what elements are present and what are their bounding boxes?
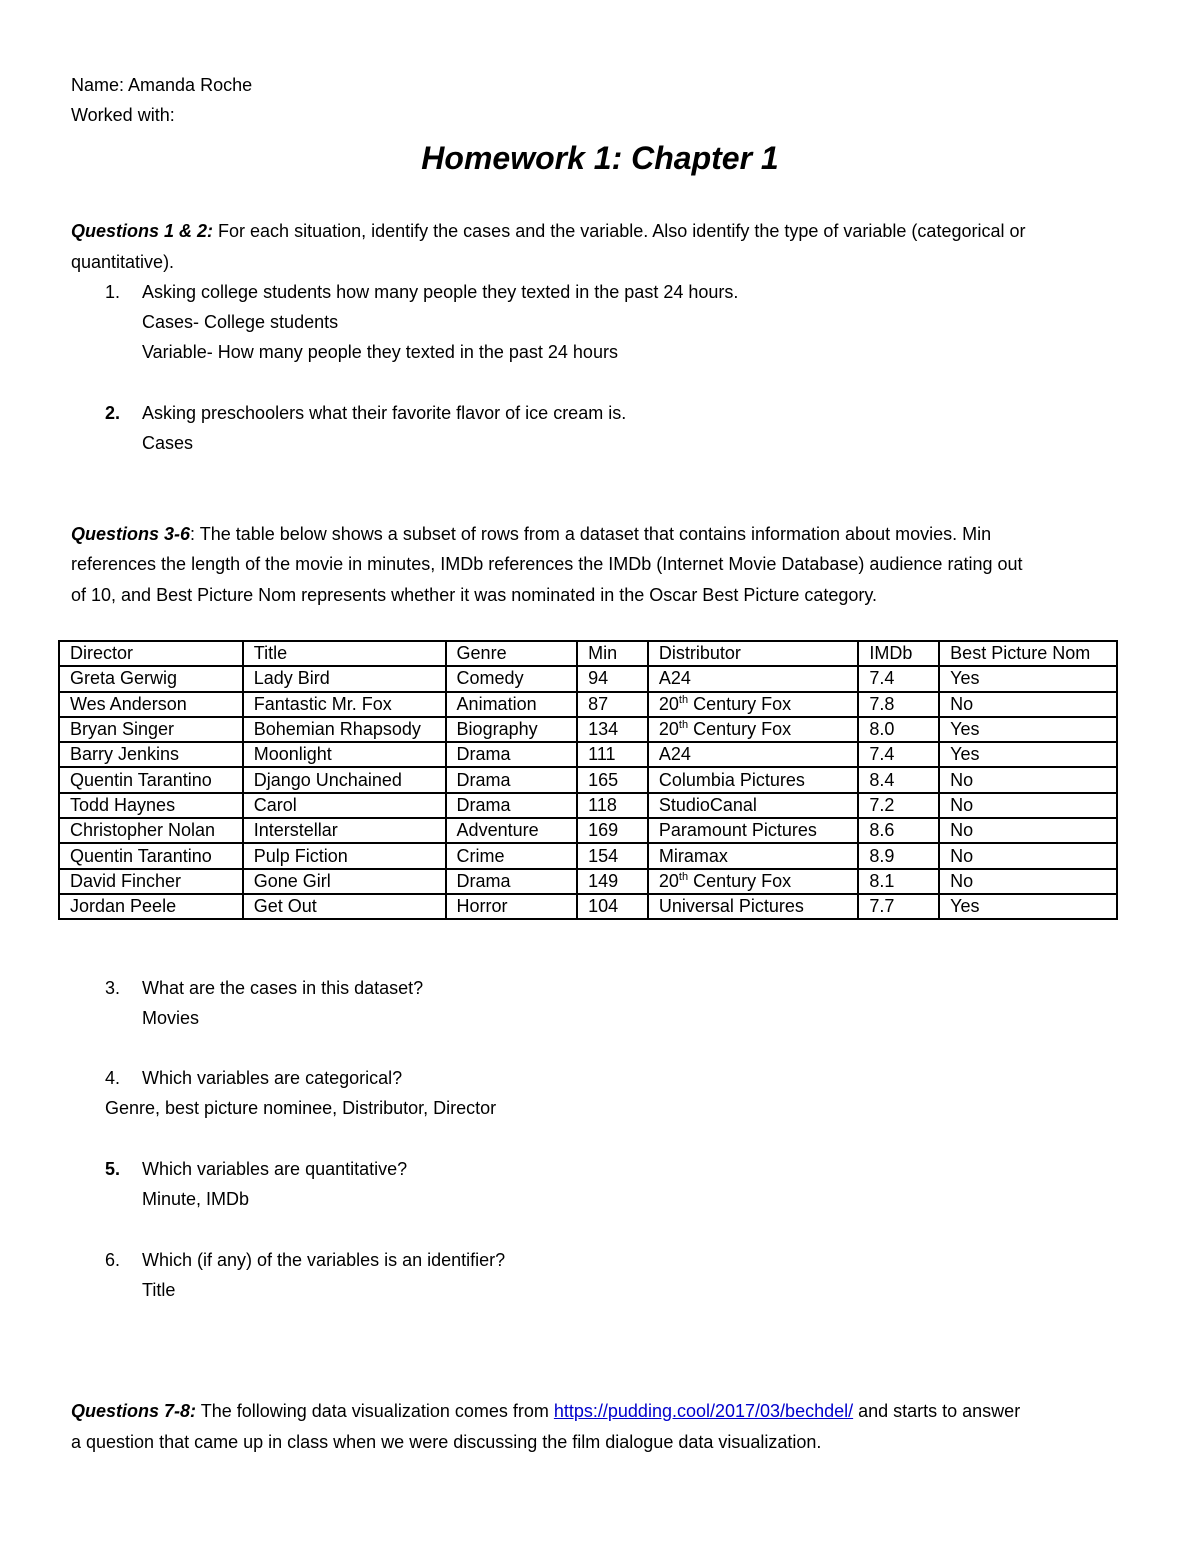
cell-min: 134 — [577, 717, 648, 742]
column-header-imdb: IMDb — [858, 641, 939, 666]
cell-genre: Animation — [446, 692, 578, 717]
q1-number: 1. — [105, 282, 121, 302]
pudding-link[interactable]: https://pudding.cool/2017/03/bechdel/ — [553, 1401, 854, 1421]
q78-text-after-link: and starts to answer — [853, 1401, 1021, 1421]
q12-intro-line-2: quantitative). — [71, 252, 175, 272]
cell-distributor: StudioCanal — [648, 793, 859, 818]
cell-distributor: A24 — [648, 742, 859, 767]
q12-intro-text: For each situation, identify the cases and the variable. Also identify the type of variable (categorical or — [213, 221, 1026, 241]
cell-title: Django Unchained — [243, 767, 446, 792]
movies-table — [58, 640, 1118, 920]
cell-genre: Crime — [446, 843, 578, 868]
q36-intro-line-1 — [71, 523, 991, 545]
q36-intro-line-3: of 10, and Best Picture Nom represents whether it was nominated in the Oscar Best Picture category. — [71, 585, 878, 605]
cell-director: Greta Gerwig — [59, 666, 243, 691]
cell-imdb: 8.4 — [858, 767, 939, 792]
cell-genre: Drama — [446, 767, 578, 792]
cell-director: Jordan Peele — [59, 894, 243, 919]
cell-distributor: 20th Century Fox — [648, 692, 859, 717]
cell-genre: Biography — [446, 717, 578, 742]
q4-question: Which variables are categorical? — [142, 1068, 403, 1088]
cell-director: David Fincher — [59, 869, 243, 894]
column-header-best-picture-nom: Best Picture Nom — [939, 641, 1117, 666]
column-header-genre: Genre — [446, 641, 578, 666]
cell-distributor: Paramount Pictures — [648, 818, 859, 843]
worked-with-line: Worked with: — [71, 105, 175, 125]
q78-intro-line-1 — [71, 1400, 1020, 1422]
cell-title: Gone Girl — [243, 869, 446, 894]
cell-director: Barry Jenkins — [59, 742, 243, 767]
cell-director: Quentin Tarantino — [59, 843, 243, 868]
cell-distributor: Universal Pictures — [648, 894, 859, 919]
table-row — [59, 666, 1117, 691]
cell-distributor: Columbia Pictures — [648, 767, 859, 792]
table-row — [59, 692, 1117, 717]
cell-title: Carol — [243, 793, 446, 818]
q4-number: 4. — [105, 1068, 121, 1088]
q1-question: Asking college students how many people they texted in the past 24 hours. — [142, 282, 739, 302]
cell-imdb: 7.2 — [858, 793, 939, 818]
cell-imdb: 7.7 — [858, 894, 939, 919]
q78-intro-line-2: a question that came up in class when we were discussing the film dialogue data visualization. — [71, 1432, 822, 1452]
cell-genre: Horror — [446, 894, 578, 919]
cell-best-picture-nom: Yes — [939, 666, 1117, 691]
table-row — [59, 869, 1117, 894]
cell-title: Lady Bird — [243, 666, 446, 691]
cell-genre: Drama — [446, 793, 578, 818]
cell-min: 111 — [577, 742, 648, 767]
cell-distributor: 20th Century Fox — [648, 869, 859, 894]
q12-label: Questions 1 & 2: — [71, 221, 214, 241]
cell-best-picture-nom: No — [939, 692, 1117, 717]
name-line: Name: Amanda Roche — [71, 75, 253, 95]
cell-director: Quentin Tarantino — [59, 767, 243, 792]
cell-best-picture-nom: No — [939, 869, 1117, 894]
q2-answer-cases: Cases — [142, 433, 194, 453]
cell-min: 118 — [577, 793, 648, 818]
column-header-title: Title — [243, 641, 446, 666]
cell-min: 154 — [577, 843, 648, 868]
cell-title: Moonlight — [243, 742, 446, 767]
cell-genre: Drama — [446, 869, 578, 894]
cell-title: Get Out — [243, 894, 446, 919]
cell-distributor: 20th Century Fox — [648, 717, 859, 742]
column-header-min: Min — [577, 641, 648, 666]
cell-best-picture-nom: Yes — [939, 742, 1117, 767]
cell-min: 94 — [577, 666, 648, 691]
cell-imdb: 8.6 — [858, 818, 939, 843]
column-header-distributor: Distributor — [648, 641, 859, 666]
q78-label: Questions 7-8: — [71, 1401, 197, 1421]
q1-answer-variable: Variable- How many people they texted in the past 24 hours — [142, 342, 618, 362]
table-row — [59, 818, 1117, 843]
column-header-director: Director — [59, 641, 243, 666]
q5-number: 5. — [105, 1159, 121, 1179]
cell-director: Wes Anderson — [59, 692, 243, 717]
page-title: Homework 1: Chapter 1 — [421, 140, 779, 176]
table-row — [59, 742, 1117, 767]
cell-best-picture-nom: Yes — [939, 717, 1117, 742]
cell-min: 149 — [577, 869, 648, 894]
cell-director: Bryan Singer — [59, 717, 243, 742]
q12-intro-line-1 — [71, 220, 1025, 242]
q3-number: 3. — [105, 978, 121, 998]
q78-text-before-link: The following data visualization comes from — [196, 1401, 554, 1421]
q1-answer-cases: Cases- College students — [142, 312, 339, 332]
cell-distributor: A24 — [648, 666, 859, 691]
cell-distributor: Miramax — [648, 843, 859, 868]
table-row — [59, 793, 1117, 818]
q5-answer: Minute, IMDb — [142, 1189, 250, 1209]
cell-imdb: 7.4 — [858, 666, 939, 691]
cell-title: Pulp Fiction — [243, 843, 446, 868]
cell-best-picture-nom: No — [939, 843, 1117, 868]
cell-title: Bohemian Rhapsody — [243, 717, 446, 742]
q36-intro-line-2: references the length of the movie in minutes, IMDb references the IMDb (Internet Movie Database) audience rating out — [71, 554, 1023, 574]
cell-min: 87 — [577, 692, 648, 717]
q3-question: What are the cases in this dataset? — [142, 978, 424, 998]
cell-best-picture-nom: Yes — [939, 894, 1117, 919]
cell-imdb: 7.8 — [858, 692, 939, 717]
table-row — [59, 717, 1117, 742]
cell-best-picture-nom: No — [939, 818, 1117, 843]
q3-answer: Movies — [142, 1008, 200, 1028]
cell-imdb: 8.0 — [858, 717, 939, 742]
q6-answer: Title — [142, 1280, 176, 1300]
cell-best-picture-nom: No — [939, 793, 1117, 818]
cell-imdb: 8.1 — [858, 869, 939, 894]
cell-director: Christopher Nolan — [59, 818, 243, 843]
q6-question: Which (if any) of the variables is an identifier? — [142, 1250, 506, 1270]
cell-best-picture-nom: No — [939, 767, 1117, 792]
cell-imdb: 7.4 — [858, 742, 939, 767]
cell-min: 169 — [577, 818, 648, 843]
q4-answer: Genre, best picture nominee, Distributor, Director — [105, 1098, 497, 1118]
q36-intro-text: : The table below shows a subset of rows from a dataset that contains information about movies. Min — [190, 524, 992, 544]
table-row — [59, 843, 1117, 868]
cell-min: 104 — [577, 894, 648, 919]
table-row — [59, 767, 1117, 792]
cell-imdb: 8.9 — [858, 843, 939, 868]
cell-genre: Adventure — [446, 818, 578, 843]
q6-number: 6. — [105, 1250, 121, 1270]
q2-number: 2. — [105, 403, 121, 423]
q5-question: Which variables are quantitative? — [142, 1159, 408, 1179]
cell-title: Fantastic Mr. Fox — [243, 692, 446, 717]
table-row — [59, 894, 1117, 919]
q36-label: Questions 3-6 — [71, 524, 191, 544]
table-header-row — [59, 641, 1117, 666]
cell-min: 165 — [577, 767, 648, 792]
cell-genre: Drama — [446, 742, 578, 767]
cell-title: Interstellar — [243, 818, 446, 843]
cell-genre: Comedy — [446, 666, 578, 691]
cell-director: Todd Haynes — [59, 793, 243, 818]
q2-question: Asking preschoolers what their favorite flavor of ice cream is. — [142, 403, 627, 423]
